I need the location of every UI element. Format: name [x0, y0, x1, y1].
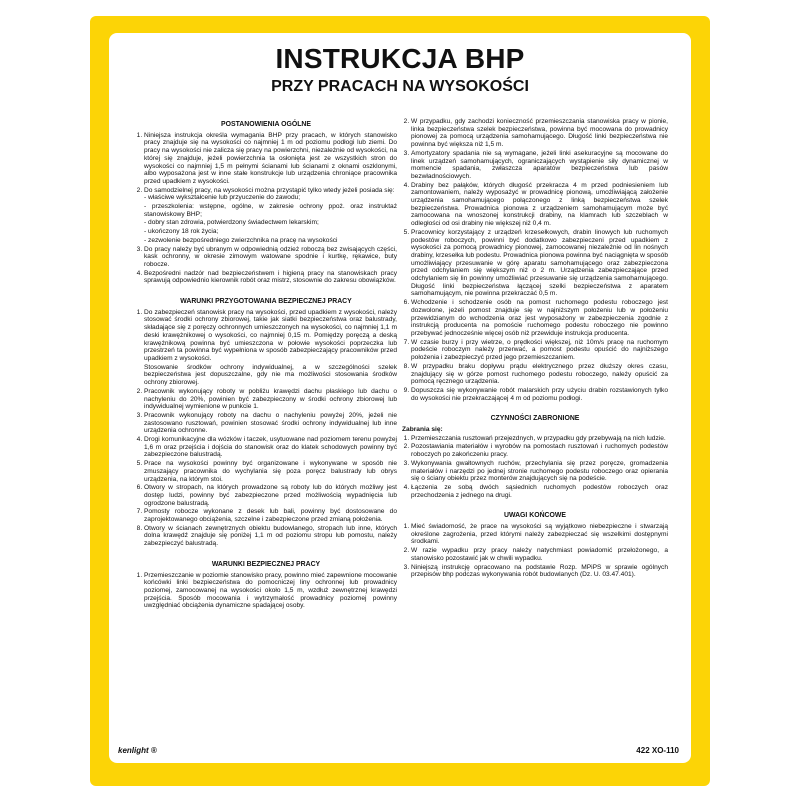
list-item: 1. Przemieszczanie w poziomie stanowisko pracy, powinno mieć zapewnione mocowanie końcówki linki bezpieczeństwa do pomocniczej liny ochronnej lub prowadnicy poziomej, zamocowanej na wysokości około 1,5 m, wzdłuż zewnętrznej krawędzi przejścia. Sposób mocowania i wytrzymałość prowadnicy poziomej powinny uwzględniać obciążenia dynamiczne spadającej osoby.: [144, 572, 397, 611]
section-heading-general: POSTANOWIENIA OGÓLNE: [221, 121, 311, 128]
preparation-list: [135, 309, 397, 548]
list-item: 4. Drabiny bez pałąków, których długość przekracza 4 m przed podniesieniem lub zamontowaniem, należy wyposażyć w prowadnicę pionową, umożliwiającą założenie urządzenia samohamującego połączonego z linką bezpieczeństwa szelek bezpieczeństwa. Prowadnica pionowa z urządzeniem samohamującym może być zamocowana na wnoszonej konstrukcji drabiny, na klamrach lub szczeblach w odległości od osi drabiny nie większej niż 0,4 m.: [411, 182, 668, 228]
safe-work-list-right: [402, 118, 668, 402]
requirement-item: - zezwolenie bezpośredniego zwierzchnika na pracę na wysokości: [144, 236, 338, 244]
right-column: [402, 118, 668, 580]
requirement-item: - przeszkolenia: wstępne, ogólne, w zakresie ochrony ppoż. oraz instruktaż stanowiskowy BHP;: [144, 203, 397, 218]
list-item: 3. Pracownik wykonujący roboty na dachu o nachyleniu powyżej 20%, jeżeli nie zastosowano rusztowań, powinien stosować środki ochrony indywidualnej lub inne urządzenia ochronne.: [144, 412, 397, 435]
list-item: 7. Pomosty robocze wykonane z desek lub bali, powinny być dostosowane do zaprojektowanego obciążenia, szczelne i zabezpieczone przed zmianą położenia.: [144, 508, 397, 523]
list-item-continuation: Stosowanie środków ochrony indywidualnej, a w szczególności szelek bezpieczeństwa jest dopuszczalne, gdy nie ma możliwości stosowania środków ochrony zbiorowej.: [144, 363, 397, 387]
product-code: 422 XO-110: [636, 746, 679, 755]
list-item: 5. Pracownicy korzystający z urządzeń krzesełkowych, drabin linowych lub ruchomych podestów roboczych, powinni być dodatkowo zabezpieczeni przed upadkiem z wysokości za pomocą prowadnicy pionowej, zamocowanej niezależnie od lin nośnych drabiny, krzesełka lub podestu. Prowadnica pionowa powinna być naciągnięta w sposób umożliwiający przesuwanie w górę aparatu samohamującego oraz zabezpieczona przed odchylaniem się większym niż o 2 m. Urządzenia zabezpieczające przed odchylaniem się lin powinny umożliwiać przesuwanie się urządzenia samohamującego. Długość linki bezpieczeństwa łączącej szelki bezpieczeństwa z aparatem samohamującym, nie powinna przekraczać 0,5 m.: [411, 229, 668, 298]
list-item: 2. Pracownik wykonujący roboty w pobliżu krawędzi dachu płaskiego lub dachu o nachyleniu do 20%, powinien być zabezpieczony w środki ochrony zbiorowej lub indywidualnej wymienione w punkcie 1.: [144, 388, 397, 411]
section-heading-safe-work: WARUNKI BEZPIECZNEJ PRACY: [211, 560, 321, 568]
list-item: 9. Dopuszcza się wykonywanie robót malarskich przy użyciu drabin rozstawionych tylko do wysokości nie przekraczającej 4 m od poziomu podłogi.: [411, 387, 668, 402]
list-item: [144, 187, 397, 245]
list-item-text: 1. Do zabezpieczeń stanowisk pracy na wysokości, przed upadkiem z wysokości, należy stosować środki ochrony zbiorowej, takie jak siatki bezpieczeństwa oraz balustrady, składające się z poręczy ochronnych umieszczonych na wysokości, co najmniej 1,1 m deski krawężnikowej o wysokości, co najmniej 0,15 m. Pomiędzy poręczą a deską krawężnikową powinna być umieszczona w połowie wysokości poprzeczka lub przestrzeń ta powinna być wypełniona w sposób zabezpieczający pracowników przed upadkiem z wysokości.: [144, 308, 397, 362]
section-heading-forbidden: CZYNNOŚCI ZABRONIONE: [490, 415, 580, 423]
list-item: 6. Wchodzenie i schodzenie osób na pomost ruchomego podestu roboczego jest dozwolone, jeżeli pomost znajduje się w najniższym położeniu lub w położeniu przewidzianym do wchodzenia oraz jest wyposażony w zabezpieczenia zgodnie z instrukcją producenta na pomoście ruchomego podestu roboczego nie powinno przebywać jednocześnie więcej osób niż przewiduje instrukcja producenta.: [411, 299, 668, 338]
list-item: 8. W przypadku braku dopływu prądu elektrycznego przez dłuższy okres czasu, znajdujący się w górze pomost ruchomego podestu roboczego, należy opuścić za pomocą ręcznego urządzenia.: [411, 363, 668, 386]
list-item-text: Do samodzielnej pracy, na wysokości można przystąpić tylko wtedy jeżeli posiada się:: [144, 186, 395, 194]
list-item: 3. Wykonywania gwałtownych ruchów, przechylania się przez poręcze, gromadzenia materiałów i narzędzi po jednej stronie ruchomego podestu roboczego oraz opierania się o ściany obiektu przez monterów znajdujących się na podeście.: [411, 460, 668, 483]
list-item: 4. Łączenia ze sobą dwóch sąsiednich ruchomych podestów roboczych oraz przechodzenia z jednego na drugi.: [411, 484, 668, 499]
list-item: 5. Prace na wysokości powinny być organizowane i wykonywane w sposób nie zmuszający pracownika do wychylania się poza poręcz balustrady lub obrys urządzenia, na którym stoi.: [144, 460, 397, 483]
forbidden-subheading: Zabrania się:: [402, 426, 443, 434]
list-item: 1. Mieć świadomość, że prace na wysokości są wyjątkowo niebezpieczne i stwarzają określone zagrożenia, przed którymi należy zabezpieczać się wszelkimi dostępnymi środkami.: [411, 523, 668, 546]
forbidden-list: [402, 435, 668, 500]
requirement-item: - dobry stan zdrowia, potwierdzony świadectwem lekarskim;: [144, 219, 319, 227]
list-item: 4. Drogi komunikacyjne dla wózków i taczek, usytuowane nad poziomem terenu powyżej 1,6 m oraz przejścia i dojścia do stanowisk oraz do klatek schodowych powinny być zabezpieczone balustradą.: [144, 436, 397, 459]
list-item: 2. W razie wypadku przy pracy należy natychmiast powiadomić przełożonego, a stanowisko pozostawić jak w chwili wypadku.: [411, 547, 668, 562]
list-item: 3. Do pracy należy być ubranym w odpowiednią odzież roboczą bez zwisających części, kask ochronny, w okresie zimowym watowane spodnie i kurtkę, rękawice, buty robocze.: [144, 246, 397, 269]
page-subtitle: PRZY PRACACH NA WYSOKOŚCI: [271, 78, 529, 95]
list-item: 6. Otwory w stropach, na których prowadzone są roboty lub do których możliwy jest dostęp ludzi, powinny być zabezpieczone przed możliwością wypadnięcia lub ogrodzone balustradą.: [144, 484, 397, 507]
list-item: 4. Bezpośredni nadzór nad bezpieczeństwem i higieną pracy na stanowiskach pracy sprawują odpowiednio kierownik robót oraz mistrz, stosownie do zakresu obowiązków.: [144, 270, 397, 285]
sign-sheet: [109, 33, 691, 763]
list-item: 3. Amortyzatory spadania nie są wymagane, jeżeli linki asekuracyjne są mocowane do linek urządzeń samohamujących, ograniczających wystąpienie siły dynamicznej w momencie spadania, zwłaszcza aparatów bezpieczeństwa lub pasów bezwładnościowych.: [411, 150, 668, 181]
requirement-item: - ukończony 18 rok życia;: [144, 228, 219, 236]
safe-work-list-left: [135, 572, 397, 611]
final-list: [402, 523, 668, 579]
section-heading-preparation: WARUNKI PRZYGOTOWANIA BEZPIECZNEJ PRACY: [180, 298, 352, 306]
list-item: 1. Przemieszczania rusztowań przejezdnych, w przypadku gdy przebywają na nich ludzie.: [411, 435, 668, 443]
brand-logo: kenlight ®: [118, 746, 157, 755]
list-item: 1. Niniejsza instrukcja określa wymagania BHP przy pracach, w których stanowisko pracy znajduje się na wysokości co najmniej 1 m od poziomu podłogi lub ziemi. Do pracy na wysokości nie zalicza się pracy na powierzchni, niezależnie od wysokości, na której się znajduje, jeżeli powierzchnia ta osłonięta jest ze wszystkich stron do wysokości co najmniej 1,5 m pełnymi ścianami lub ścianami z oknami oszklonymi, albo wyposażona jest w inne stałe konstrukcje lub urządzenia chroniące pracownika przed upadkiem z wysokości.: [144, 132, 397, 186]
page-title: INSTRUKCJA BHP: [275, 43, 525, 74]
list-item: 7. W czasie burzy i przy wietrze, o prędkości większej, niż 10m/s pracę na ruchomym podeście roboczym należy przerwać, a pomost podestu opuścić do najniższego położenia i zabezpieczyć przed jego przemieszczaniem.: [411, 339, 668, 362]
list-item: 2. W przypadku, gdy zachodzi konieczność przemieszczania stanowiska pracy w pionie, linka bezpieczeństwa szelek bezpieczeństwa, powinna być mocowana do prowadnicy pionowej za pomocą urządzenia samohamującego. Długość linki bezpieczeństwa nie powinna być większa niż 1,5 m.: [411, 118, 668, 149]
list-item: 8. Otwory w ścianach zewnętrznych obiektu budowlanego, stropach lub inne, których dolna krawędź znajduje się poniżej 1,1 m od poziomu stropu lub pomostu, należy zabezpieczyć balustradą.: [144, 525, 397, 548]
list-item: 2. Pozostawiania materiałów i wyrobów na pomostach rusztowań i ruchomych podestów roboczych po zakończeniu pracy.: [411, 443, 668, 458]
list-item: [144, 309, 397, 387]
requirements-list: [144, 194, 397, 244]
general-list: [135, 132, 397, 285]
list-item: 3. Niniejszą instrukcję opracowano na podstawie Rozp. MPiPS w sprawie ogólnych przepisów bhp podczas wykonywania robót budowlanych (Dz. U. 03.47.401).: [411, 564, 668, 579]
requirement-item: - właściwe wykształcenie lub przyuczenie do zawodu;: [144, 194, 301, 202]
left-column: [135, 118, 397, 611]
section-heading-final: UWAGI KOŃCOWE: [503, 512, 566, 520]
